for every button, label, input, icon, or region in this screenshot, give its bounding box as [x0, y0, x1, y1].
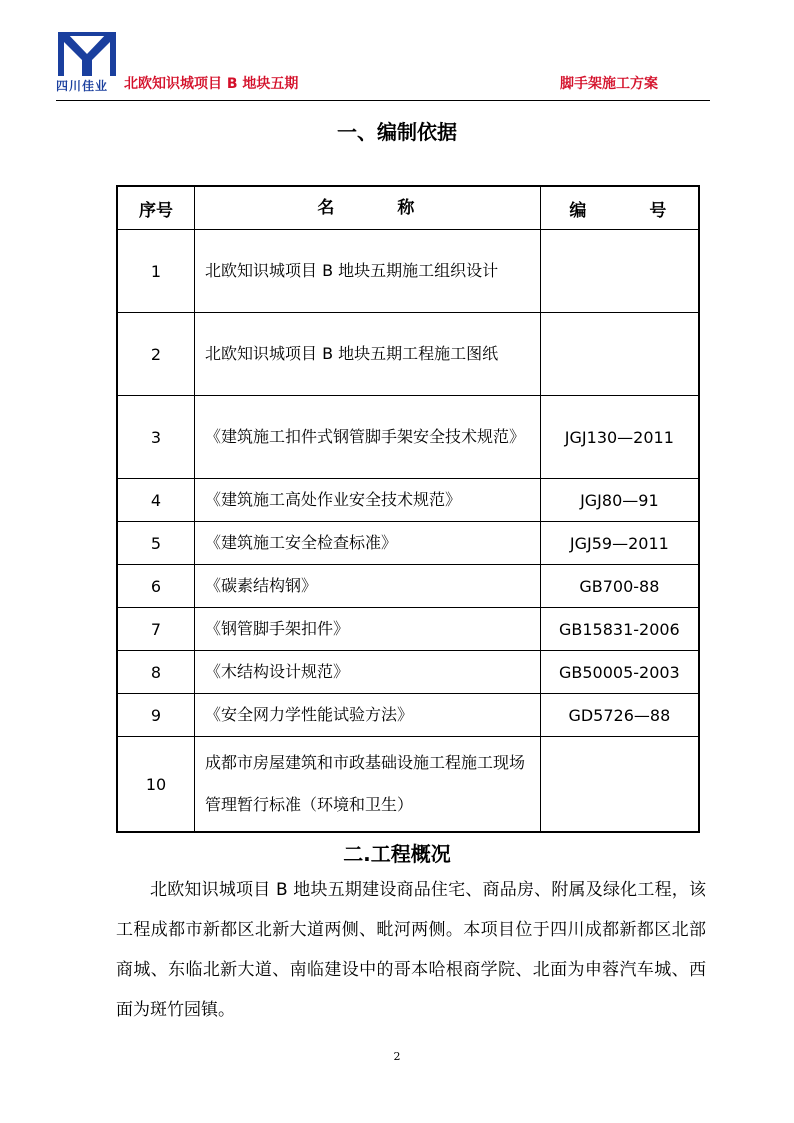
- row-name: 北欧知识城项目 B 地块五期工程施工图纸: [195, 313, 541, 396]
- row-code: [540, 230, 699, 313]
- table-row: [117, 565, 699, 608]
- row-name: 《木结构设计规范》: [195, 651, 541, 694]
- table-row: [117, 737, 699, 833]
- row-name: 《碳素结构钢》: [195, 565, 541, 608]
- row-no: 2: [117, 313, 195, 396]
- row-code: [540, 313, 699, 396]
- company-logo: [56, 30, 120, 94]
- row-code: GD5726—88: [540, 694, 699, 737]
- page-number: 2: [393, 1050, 401, 1063]
- row-no: 5: [117, 522, 195, 565]
- table-row: [117, 479, 699, 522]
- section1-title: 一、编制依据: [337, 120, 457, 144]
- row-name: 《安全网力学性能试验方法》: [195, 694, 541, 737]
- table-row: [117, 694, 699, 737]
- row-name: 《钢管脚手架扣件》: [195, 608, 541, 651]
- row-code: JGJ59—2011: [540, 522, 699, 565]
- row-code: GB700-88: [540, 565, 699, 608]
- row-name: 《建筑施工安全检查标准》: [195, 522, 541, 565]
- row-code: JGJ130—2011: [540, 396, 699, 479]
- logo-text: 四川佳业: [56, 79, 109, 93]
- row-no: 6: [117, 565, 195, 608]
- row-no: 9: [117, 694, 195, 737]
- row-code: JGJ80—91: [540, 479, 699, 522]
- table-row: [117, 396, 699, 479]
- header-document-title: 脚手架施工方案: [560, 76, 658, 92]
- row-name: 北欧知识城项目 B 地块五期施工组织设计: [195, 230, 541, 313]
- table-row: [117, 608, 699, 651]
- row-no: 4: [117, 479, 195, 522]
- row-no: 7: [117, 608, 195, 651]
- page-header: [56, 30, 710, 102]
- section2-title: 二.工程概况: [343, 842, 451, 866]
- row-code: GB15831-2006: [540, 608, 699, 651]
- header-project-name: 北欧知识城项目 B 地块五期: [124, 76, 299, 92]
- row-name: 成都市房屋建筑和市政基础设施工程施工现场管理暂行标准（环境和卫生）: [195, 737, 541, 833]
- table-row: [117, 651, 699, 694]
- header-no: 序号: [117, 186, 195, 230]
- row-code: [540, 737, 699, 833]
- header-divider: [56, 100, 710, 101]
- row-no: 1: [117, 230, 195, 313]
- logo-mark-icon: [58, 32, 116, 76]
- table-header-row: [117, 186, 699, 230]
- header-name: 名 称: [195, 186, 541, 230]
- row-name: 《建筑施工扣件式钢管脚手架安全技术规范》: [195, 396, 541, 479]
- header-code: 编 号: [540, 186, 699, 230]
- row-no: 10: [117, 737, 195, 833]
- table-row: [117, 522, 699, 565]
- row-code: GB50005-2003: [540, 651, 699, 694]
- table-row: [117, 230, 699, 313]
- table-row: [117, 313, 699, 396]
- row-no: 3: [117, 396, 195, 479]
- row-no: 8: [117, 651, 195, 694]
- basis-table: [116, 185, 700, 833]
- row-name: 《建筑施工高处作业安全技术规范》: [195, 479, 541, 522]
- project-overview-paragraph: 北欧知识城项目 B 地块五期建设商品住宅、商品房、附属及绿化工程，该工程成都市新都区北新大道两侧、毗河两侧。本项目位于四川成都新都区北部商城、东临北新大道、南临建设中的哥本哈根商学院、北面为申蓉汽车城、西面为斑竹园镇。: [116, 880, 706, 1020]
